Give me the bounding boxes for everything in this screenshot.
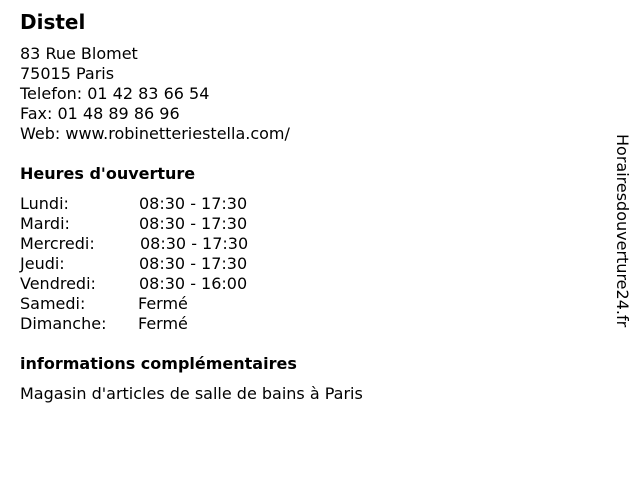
day-label: Vendredi: (20, 274, 96, 293)
hours-row-dimanche (20, 314, 600, 334)
additional-info-heading: informations complémentaires (20, 354, 297, 373)
day-label: Dimanche: (20, 314, 107, 333)
phone-number: Telefon: 01 42 83 66 54 (20, 84, 210, 103)
opening-hours-heading: Heures d'ouverture (20, 164, 196, 183)
fax-number: Fax: 01 48 89 86 96 (20, 104, 180, 123)
business-name: Distel (20, 10, 86, 34)
time-value: 08:30 - 16:00 (139, 274, 248, 293)
day-label: Mercredi: (20, 234, 95, 253)
postal-city: 75015 Paris (20, 64, 115, 83)
time-value: Fermé (138, 294, 188, 313)
opening-hours-table (20, 194, 600, 334)
hours-row-vendredi (20, 274, 600, 294)
day-label: Jeudi: (20, 254, 65, 273)
site-watermark: Horairesdouverture24.fr (613, 134, 632, 328)
business-card (20, 10, 600, 404)
time-value: Fermé (138, 314, 188, 333)
time-value: 08:30 - 17:30 (139, 254, 248, 273)
hours-row-mercredi (20, 234, 600, 254)
day-label: Lundi: (20, 194, 69, 213)
time-value: 08:30 - 17:30 (140, 234, 249, 253)
hours-row-jeudi (20, 254, 600, 274)
time-value: 08:30 - 17:30 (139, 194, 248, 213)
time-value: 08:30 - 17:30 (139, 214, 248, 233)
street-address: 83 Rue Blomet (20, 44, 138, 63)
website-link[interactable]: Web: www.robinetteriestella.com/ (20, 124, 290, 143)
hours-row-samedi (20, 294, 600, 314)
hours-row-mardi (20, 214, 600, 234)
day-label: Samedi: (20, 294, 86, 313)
address-block (20, 44, 600, 144)
business-description: Magasin d'articles de salle de bains à Paris (20, 384, 363, 403)
hours-row-lundi (20, 194, 600, 214)
day-label: Mardi: (20, 214, 70, 233)
